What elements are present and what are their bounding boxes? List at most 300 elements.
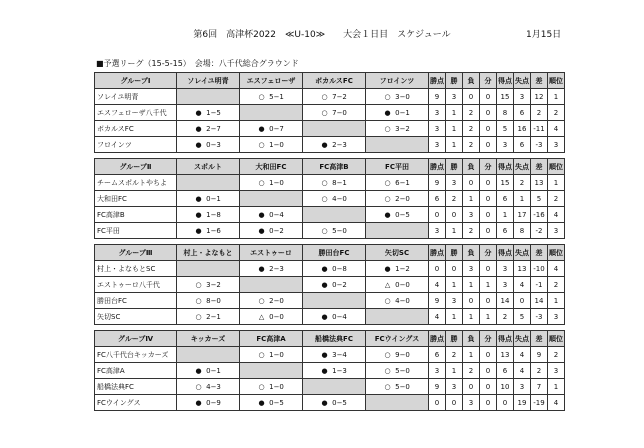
match-score: 5−1 <box>269 92 284 101</box>
match-result <box>303 347 366 363</box>
stat-value: 12 <box>531 89 548 105</box>
stat-value: 5 <box>514 309 531 325</box>
stat-value: 6 <box>514 105 531 121</box>
match-result <box>240 347 303 363</box>
stat-value: 4 <box>548 207 565 223</box>
match-score: 5−0 <box>332 226 347 235</box>
stat-value: 1 <box>463 347 480 363</box>
stat-header: 差 <box>531 159 548 175</box>
stat-value: 3 <box>548 309 565 325</box>
match-score: 8−1 <box>332 178 347 187</box>
self-match-cell <box>366 395 429 411</box>
opponent-header: エストゥーロ <box>240 245 303 261</box>
match-score: 5−0 <box>395 382 410 391</box>
group-table <box>94 330 565 411</box>
stat-value: 4 <box>429 309 446 325</box>
match-result <box>366 261 429 277</box>
stat-value: 1 <box>480 277 497 293</box>
group-label: グループⅢ <box>95 245 177 261</box>
match-result <box>303 137 366 153</box>
result-mark: ● <box>195 124 202 133</box>
match-score: 2−1 <box>206 312 221 321</box>
stat-header: 順位 <box>548 245 565 261</box>
stat-value: 9 <box>429 175 446 191</box>
self-match-cell <box>366 223 429 239</box>
result-mark: ○ <box>195 382 202 391</box>
league-venue: ■予選リーグ（15-5-15） 会場：八千代総合グラウンド <box>96 59 299 68</box>
stat-value: 1 <box>497 207 514 223</box>
match-result <box>177 363 240 379</box>
opponent-header: 大和田FC <box>240 159 303 175</box>
match-result <box>177 121 240 137</box>
match-result <box>303 223 366 239</box>
result-mark: ● <box>195 226 202 235</box>
group-header-row <box>95 331 565 347</box>
stat-value: 0 <box>463 89 480 105</box>
stat-value: 1 <box>548 293 565 309</box>
stat-value: 0 <box>446 395 463 411</box>
result-mark: ○ <box>258 350 265 359</box>
result-mark: ● <box>321 264 328 273</box>
stat-value: 1 <box>446 121 463 137</box>
stat-value: 3 <box>497 137 514 153</box>
match-score: 1−2 <box>395 264 410 273</box>
match-result <box>366 207 429 223</box>
opponent-header: FC高津A <box>240 331 303 347</box>
team-name: FC平田 <box>95 223 177 239</box>
stat-header: 差 <box>531 73 548 89</box>
match-result <box>177 277 240 293</box>
stat-header: 分 <box>480 331 497 347</box>
match-score: 1−0 <box>269 350 284 359</box>
result-mark: ○ <box>384 350 391 359</box>
match-score: 1−3 <box>332 366 347 375</box>
self-match-cell <box>366 137 429 153</box>
stat-value: 1 <box>463 309 480 325</box>
stat-value: 9 <box>429 379 446 395</box>
match-score: 0−1 <box>206 366 221 375</box>
result-mark: ● <box>195 210 202 219</box>
match-score: 2−3 <box>332 140 347 149</box>
opponent-header: FC平田 <box>366 159 429 175</box>
stat-value: 0 <box>429 395 446 411</box>
stat-value: 5 <box>497 121 514 137</box>
stat-header: 順位 <box>548 73 565 89</box>
group-header-row <box>95 245 565 261</box>
match-result <box>177 223 240 239</box>
match-result <box>240 89 303 105</box>
stat-value: 0 <box>446 207 463 223</box>
stat-value: 2 <box>463 223 480 239</box>
stat-value: -16 <box>531 207 548 223</box>
stat-header: 勝 <box>446 159 463 175</box>
match-result <box>303 363 366 379</box>
self-match-cell <box>303 207 366 223</box>
match-score: 0−2 <box>269 226 284 235</box>
opponent-header: フロインツ <box>366 73 429 89</box>
stat-value: 14 <box>531 293 548 309</box>
stat-value: -3 <box>531 137 548 153</box>
stat-value: 2 <box>514 175 531 191</box>
result-mark: ● <box>321 312 328 321</box>
stat-value: 0 <box>497 395 514 411</box>
table-row <box>95 293 565 309</box>
result-mark: ○ <box>384 178 391 187</box>
stat-value: 1 <box>463 277 480 293</box>
stat-value: 6 <box>429 347 446 363</box>
stat-value: 3 <box>497 277 514 293</box>
result-mark: △ <box>384 280 391 289</box>
self-match-cell <box>177 347 240 363</box>
stat-value: 4 <box>548 261 565 277</box>
stat-value: 9 <box>429 89 446 105</box>
match-score: 2−3 <box>269 264 284 273</box>
stat-value: 3 <box>446 175 463 191</box>
stat-value: 0 <box>480 347 497 363</box>
opponent-header: キッカーズ <box>177 331 240 347</box>
stat-value: 0 <box>480 207 497 223</box>
stat-value: 0 <box>480 175 497 191</box>
stat-value: 3 <box>463 261 480 277</box>
match-score: 0−2 <box>332 280 347 289</box>
result-mark: ● <box>195 108 202 117</box>
stat-value: 6 <box>514 137 531 153</box>
opponent-header: FCウイングス <box>366 331 429 347</box>
match-result <box>303 175 366 191</box>
stat-value: 0 <box>480 395 497 411</box>
stat-value: 0 <box>514 293 531 309</box>
match-result <box>366 121 429 137</box>
group-label: グループⅡ <box>95 159 177 175</box>
result-mark: ○ <box>258 296 265 305</box>
match-score: 3−2 <box>395 124 410 133</box>
stat-value: 6 <box>497 363 514 379</box>
match-result <box>303 395 366 411</box>
match-score: 7−0 <box>332 108 347 117</box>
stat-header: 勝点 <box>429 159 446 175</box>
stat-value: 0 <box>480 379 497 395</box>
stat-value: 1 <box>446 309 463 325</box>
stat-value: 8 <box>497 105 514 121</box>
stat-value: -3 <box>531 309 548 325</box>
stat-value: 1 <box>446 105 463 121</box>
match-score: 0−4 <box>269 210 284 219</box>
result-mark: ● <box>384 264 391 273</box>
stat-value: 2 <box>548 105 565 121</box>
match-score: 0−5 <box>269 398 284 407</box>
stat-value: 3 <box>429 363 446 379</box>
match-score: 3−2 <box>206 280 221 289</box>
match-result <box>366 347 429 363</box>
result-mark: ○ <box>321 108 328 117</box>
table-row <box>95 207 565 223</box>
team-name: エスフェローザ八千代 <box>95 105 177 121</box>
stat-value: 0 <box>480 261 497 277</box>
match-result <box>303 277 366 293</box>
match-score: 1−6 <box>206 226 221 235</box>
result-mark: ○ <box>258 140 265 149</box>
stat-value: 4 <box>548 395 565 411</box>
match-result <box>303 191 366 207</box>
stat-header: 勝点 <box>429 73 446 89</box>
team-name: 勝田台FC <box>95 293 177 309</box>
stat-value: 4 <box>514 277 531 293</box>
match-result <box>177 395 240 411</box>
group-header-row <box>95 73 565 89</box>
stat-value: 0 <box>480 191 497 207</box>
match-score: 2−0 <box>395 194 410 203</box>
stat-value: 3 <box>429 137 446 153</box>
stat-header: 分 <box>480 73 497 89</box>
match-score: 0−4 <box>332 312 347 321</box>
result-mark: ● <box>258 226 265 235</box>
table-row <box>95 277 565 293</box>
stat-header: 勝点 <box>429 245 446 261</box>
match-result <box>240 223 303 239</box>
result-mark: △ <box>258 312 265 321</box>
stat-value: 4 <box>429 277 446 293</box>
team-name: FC高津B <box>95 207 177 223</box>
stat-value: 1 <box>548 89 565 105</box>
stat-value: -1 <box>531 277 548 293</box>
stat-value: 2 <box>446 347 463 363</box>
stat-header: 順位 <box>548 331 565 347</box>
match-score: 0−8 <box>332 264 347 273</box>
table-row <box>95 379 565 395</box>
match-result <box>240 137 303 153</box>
match-result <box>177 137 240 153</box>
stat-value: 13 <box>514 261 531 277</box>
result-mark: ○ <box>384 382 391 391</box>
stat-header: 勝 <box>446 331 463 347</box>
result-mark: ○ <box>321 194 328 203</box>
match-result <box>366 363 429 379</box>
match-result <box>177 309 240 325</box>
stat-value: 0 <box>463 175 480 191</box>
match-result <box>366 379 429 395</box>
stat-value: 2 <box>497 309 514 325</box>
match-score: 1−0 <box>269 382 284 391</box>
stat-value: 3 <box>463 395 480 411</box>
match-score: 4−0 <box>395 296 410 305</box>
opponent-header: 村上・よなもと <box>177 245 240 261</box>
stat-value: 15 <box>497 89 514 105</box>
opponent-header: ソレイユ明青 <box>177 73 240 89</box>
stat-value: 2 <box>531 363 548 379</box>
match-result <box>177 293 240 309</box>
stat-value: -19 <box>531 395 548 411</box>
result-mark: ● <box>258 124 265 133</box>
stat-value: 3 <box>548 363 565 379</box>
stat-value: 3 <box>446 89 463 105</box>
stat-value: 4 <box>514 363 531 379</box>
stat-value: 3 <box>429 105 446 121</box>
stat-value: 1 <box>446 137 463 153</box>
match-result <box>366 105 429 121</box>
stat-value: 0 <box>463 293 480 309</box>
match-result <box>366 293 429 309</box>
self-match-cell <box>177 175 240 191</box>
stat-header: 分 <box>480 159 497 175</box>
stat-header: 失点 <box>514 159 531 175</box>
stat-value: 2 <box>463 363 480 379</box>
match-score: 0−1 <box>395 108 410 117</box>
stat-value: 1 <box>446 223 463 239</box>
result-mark: ● <box>321 140 328 149</box>
stat-value: 0 <box>480 121 497 137</box>
result-mark: ● <box>321 366 328 375</box>
stat-value: 4 <box>548 121 565 137</box>
stat-value: -2 <box>531 223 548 239</box>
stat-header: 失点 <box>514 73 531 89</box>
stat-header: 失点 <box>514 245 531 261</box>
team-name: エストゥーロ八千代 <box>95 277 177 293</box>
stat-value: 0 <box>429 261 446 277</box>
team-name: ソレイユ明青 <box>95 89 177 105</box>
match-score: 0−0 <box>269 312 284 321</box>
match-score: 2−7 <box>206 124 221 133</box>
stat-value: 0 <box>480 137 497 153</box>
stat-value: 6 <box>497 223 514 239</box>
opponent-header: スポルト <box>177 159 240 175</box>
stat-value: 0 <box>446 261 463 277</box>
stat-value: 1 <box>548 379 565 395</box>
stat-value: 5 <box>531 191 548 207</box>
match-result <box>240 309 303 325</box>
group-header-row <box>95 159 565 175</box>
stat-header: 差 <box>531 331 548 347</box>
result-mark: ○ <box>321 92 328 101</box>
match-score: 0−0 <box>395 280 410 289</box>
schedule-title: 第6回 高津杯2022 ≪U-10≫ 大会１日目 スケジュール <box>193 30 451 40</box>
result-mark: ○ <box>258 92 265 101</box>
result-mark: ● <box>321 350 328 359</box>
match-result <box>240 395 303 411</box>
stat-value: 6 <box>497 191 514 207</box>
match-result <box>177 191 240 207</box>
result-mark: ● <box>258 264 265 273</box>
stat-value: 9 <box>531 347 548 363</box>
stat-value: 1 <box>446 277 463 293</box>
team-name: 船橋法典FC <box>95 379 177 395</box>
stat-value: 3 <box>446 293 463 309</box>
stat-value: 2 <box>463 105 480 121</box>
result-mark: ○ <box>195 312 202 321</box>
stat-value: 19 <box>514 395 531 411</box>
stat-value: 4 <box>514 347 531 363</box>
stat-value: 3 <box>463 207 480 223</box>
stat-header: 失点 <box>514 331 531 347</box>
self-match-cell <box>177 261 240 277</box>
stat-value: 0 <box>480 293 497 309</box>
table-row <box>95 175 565 191</box>
result-mark: ● <box>258 398 265 407</box>
result-mark: ○ <box>384 296 391 305</box>
match-result <box>366 277 429 293</box>
self-match-cell <box>303 379 366 395</box>
stat-value: 7 <box>531 379 548 395</box>
stat-value: 3 <box>446 379 463 395</box>
match-score: 6−1 <box>395 178 410 187</box>
table-row <box>95 363 565 379</box>
stat-header: 勝 <box>446 245 463 261</box>
result-mark: ○ <box>384 124 391 133</box>
stat-value: 8 <box>514 223 531 239</box>
match-result <box>240 293 303 309</box>
match-result <box>177 379 240 395</box>
match-score: 2−0 <box>269 296 284 305</box>
self-match-cell <box>366 309 429 325</box>
stat-value: 0 <box>480 105 497 121</box>
team-name: フロインツ <box>95 137 177 153</box>
match-result <box>240 207 303 223</box>
stat-value: 2 <box>463 121 480 137</box>
match-result <box>303 105 366 121</box>
match-score: 4−3 <box>206 382 221 391</box>
self-match-cell <box>240 363 303 379</box>
opponent-header: 船橋法典FC <box>303 331 366 347</box>
stat-header: 得点 <box>497 331 514 347</box>
stat-value: 3 <box>514 379 531 395</box>
result-mark: ● <box>321 280 328 289</box>
stat-value: 2 <box>463 137 480 153</box>
table-row <box>95 191 565 207</box>
stat-value: 2 <box>548 191 565 207</box>
stat-value: 0 <box>480 363 497 379</box>
self-match-cell <box>240 105 303 121</box>
match-score: 5−0 <box>395 366 410 375</box>
result-mark: ○ <box>384 366 391 375</box>
stat-value: 14 <box>497 293 514 309</box>
table-row <box>95 261 565 277</box>
result-mark: ○ <box>384 194 391 203</box>
match-result <box>240 379 303 395</box>
stat-value: 0 <box>463 379 480 395</box>
match-score: 0−5 <box>332 398 347 407</box>
stat-header: 分 <box>480 245 497 261</box>
result-mark: ○ <box>321 178 328 187</box>
stat-value: 0 <box>480 89 497 105</box>
result-mark: ● <box>195 398 202 407</box>
stat-value: 6 <box>429 191 446 207</box>
stat-value: 0 <box>480 223 497 239</box>
team-name: 村上・よなもとSC <box>95 261 177 277</box>
stat-value: 13 <box>531 175 548 191</box>
stat-header: 負 <box>463 245 480 261</box>
stat-value: 2 <box>548 347 565 363</box>
table-row <box>95 347 565 363</box>
match-score: 0−1 <box>206 194 221 203</box>
match-score: 1−0 <box>269 140 284 149</box>
match-score: 1−0 <box>269 178 284 187</box>
stat-header: 勝点 <box>429 331 446 347</box>
match-result <box>366 191 429 207</box>
table-row <box>95 137 565 153</box>
schedule-date: 1月15日 <box>526 30 562 40</box>
match-score: 4−0 <box>332 194 347 203</box>
match-score: 7−2 <box>332 92 347 101</box>
stat-header: 得点 <box>497 245 514 261</box>
stat-header: 負 <box>463 159 480 175</box>
table-row <box>95 105 565 121</box>
self-match-cell <box>177 89 240 105</box>
stat-header: 差 <box>531 245 548 261</box>
stat-value: 17 <box>514 207 531 223</box>
result-mark: ○ <box>195 280 202 289</box>
opponent-header: FC高津B <box>303 159 366 175</box>
table-row <box>95 121 565 137</box>
stat-header: 得点 <box>497 73 514 89</box>
